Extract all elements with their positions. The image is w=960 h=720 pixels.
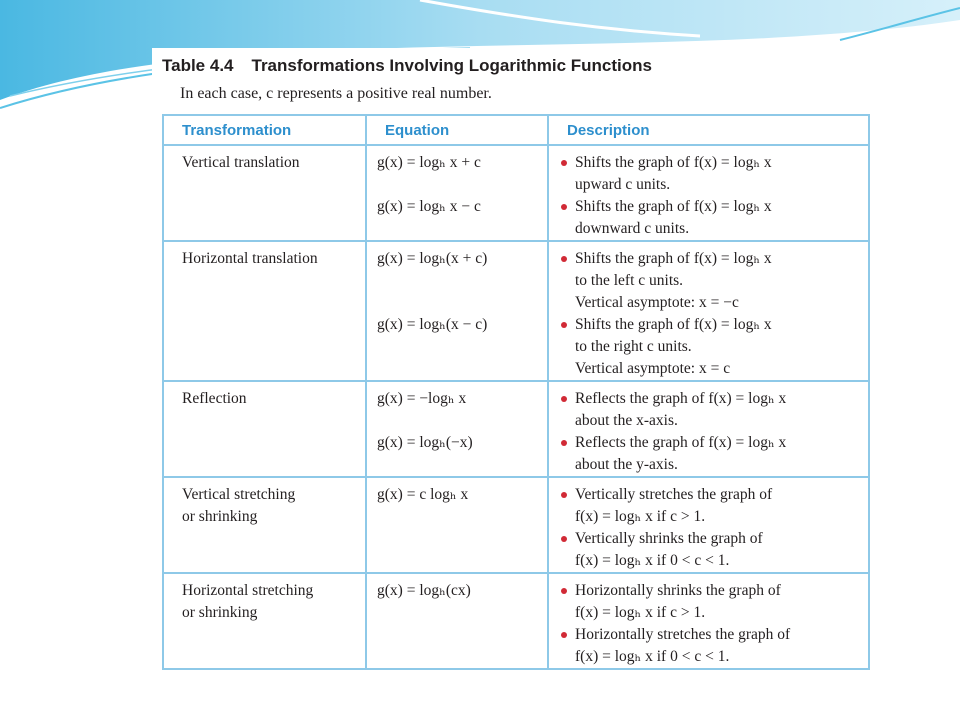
description-line: Horizontally shrinks the graph of (575, 582, 781, 599)
table-row (163, 573, 869, 669)
bullet-icon (561, 204, 567, 210)
description-line: Shifts the graph of f(x) = logₕ x (575, 250, 772, 267)
transformations-table (162, 114, 870, 670)
equation: g(x) = logₕ(cx) (377, 582, 471, 599)
table-row (163, 241, 869, 381)
description-line: Shifts the graph of f(x) = logₕ x (575, 316, 772, 333)
table-title: Transformations Involving Logarithmic Functions (251, 56, 652, 75)
description-item (559, 580, 862, 624)
description-item (559, 196, 862, 240)
bullet-icon (561, 632, 567, 638)
description-line: Vertically shrinks the graph of (575, 530, 763, 547)
transformation-label: or shrinking (182, 508, 258, 525)
description-line: f(x) = logₕ x if c > 1. (575, 604, 706, 621)
header-transformation: Transformation (163, 115, 366, 145)
description-line: about the y-axis. (575, 456, 678, 473)
equation: g(x) = logₕ(−x) (377, 434, 473, 451)
transformation-cell (163, 381, 366, 477)
description-cell (548, 241, 869, 381)
description-line: f(x) = logₕ x if 0 < c < 1. (575, 552, 730, 569)
description-line: f(x) = logₕ x if 0 < c < 1. (575, 648, 730, 665)
description-item (559, 248, 862, 314)
equation: g(x) = logₕ x + c (377, 154, 481, 171)
table-row (163, 145, 869, 241)
bullet-icon (561, 536, 567, 542)
description-item (559, 624, 862, 668)
header-description: Description (548, 115, 869, 145)
bullet-icon (561, 396, 567, 402)
description-item (559, 388, 862, 432)
transformation-label: Reflection (182, 390, 247, 407)
description-line: Shifts the graph of f(x) = logₕ x (575, 198, 772, 215)
description-item (559, 432, 862, 476)
description-line: Shifts the graph of f(x) = logₕ x (575, 154, 772, 171)
description-item (559, 314, 862, 380)
description-line: Reflects the graph of f(x) = logₕ x (575, 434, 787, 451)
bullet-icon (561, 256, 567, 262)
description-cell (548, 477, 869, 573)
equation: g(x) = logₕ x − c (377, 198, 481, 215)
description-line: downward c units. (575, 220, 690, 237)
description-cell (548, 573, 869, 669)
description-line: Vertically stretches the graph of (575, 486, 773, 503)
equation: g(x) = logₕ(x + c) (377, 250, 488, 267)
transformation-label: or shrinking (182, 604, 258, 621)
bullet-icon (561, 160, 567, 166)
transformation-cell (163, 573, 366, 669)
description-line: Reflects the graph of f(x) = logₕ x (575, 390, 787, 407)
transformation-cell (163, 145, 366, 241)
equation: g(x) = −logₕ x (377, 390, 467, 407)
description-line: Vertical asymptote: x = −c (575, 294, 739, 311)
transformation-label: Horizontal stretching (182, 582, 314, 599)
description-line: upward c units. (575, 176, 671, 193)
header-equation: Equation (366, 115, 548, 145)
equation-cell (366, 241, 548, 381)
description-cell (548, 145, 869, 241)
bullet-icon (561, 492, 567, 498)
description-item (559, 152, 862, 196)
equation-cell (366, 145, 548, 241)
description-line: Horizontally stretches the graph of (575, 626, 791, 643)
description-line: to the right c units. (575, 338, 692, 355)
bullet-icon (561, 588, 567, 594)
table-caption (162, 56, 652, 76)
table-row (163, 381, 869, 477)
transformation-label: Horizontal translation (182, 250, 318, 267)
description-item (559, 528, 862, 572)
table-number: Table 4.4 (162, 56, 234, 75)
equation: g(x) = c logₕ x (377, 486, 469, 503)
description-line: about the x-axis. (575, 412, 678, 429)
table-intro: In each case, c represents a positive real number. (180, 85, 492, 102)
table-sheet (152, 48, 872, 680)
description-line: f(x) = logₕ x if c > 1. (575, 508, 706, 525)
transformation-label: Vertical stretching (182, 486, 296, 503)
equation-cell (366, 477, 548, 573)
equation-cell (366, 573, 548, 669)
table-header-row (163, 115, 869, 145)
description-item (559, 484, 862, 528)
transformation-cell (163, 477, 366, 573)
description-line: Vertical asymptote: x = c (575, 360, 731, 377)
equation-cell (366, 381, 548, 477)
equation: g(x) = logₕ(x − c) (377, 316, 488, 333)
description-cell (548, 381, 869, 477)
table-row (163, 477, 869, 573)
description-line: to the left c units. (575, 272, 684, 289)
transformation-cell (163, 241, 366, 381)
bullet-icon (561, 322, 567, 328)
transformation-label: Vertical translation (182, 154, 300, 171)
bullet-icon (561, 440, 567, 446)
